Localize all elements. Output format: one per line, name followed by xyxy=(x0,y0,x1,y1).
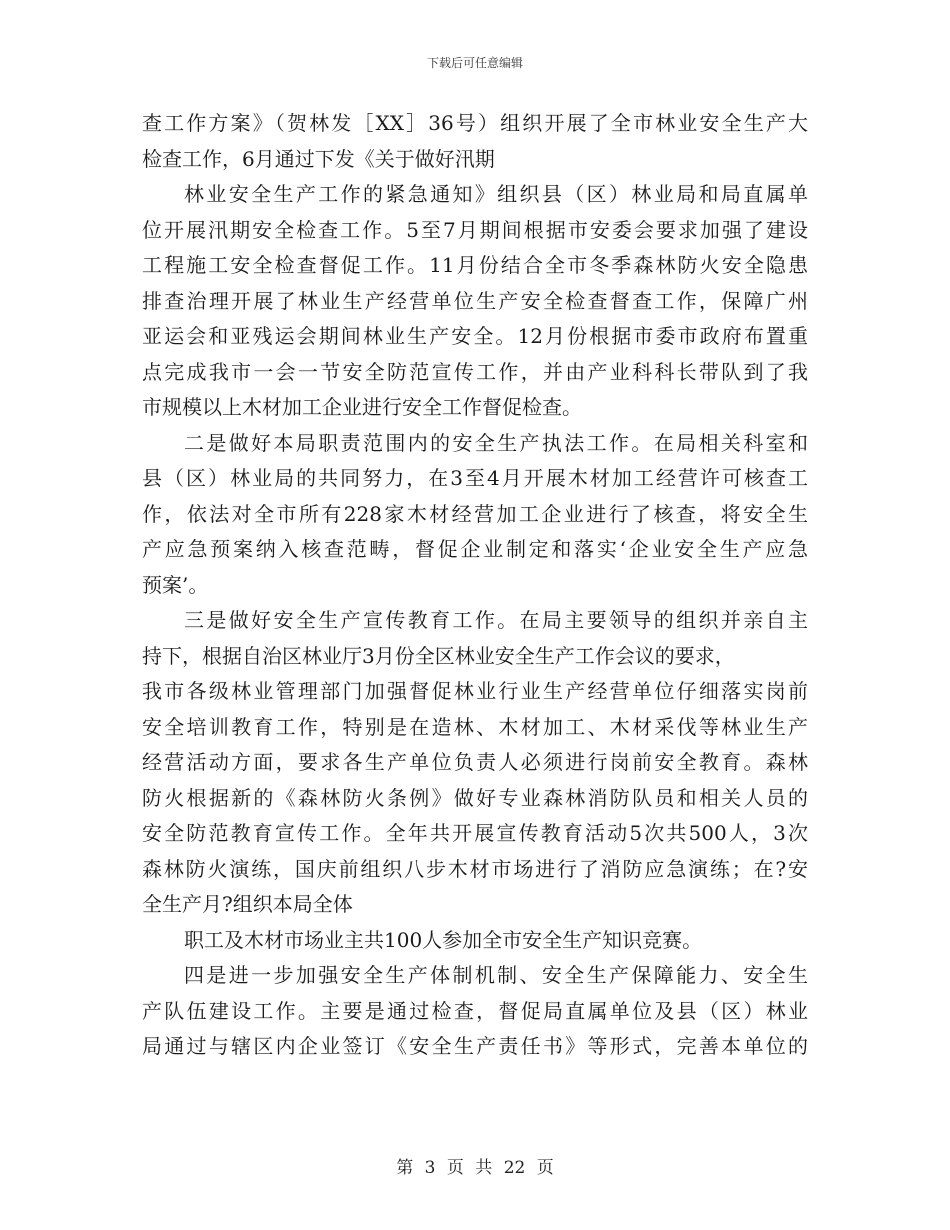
body-line: 经营活动方面，要求各生产单位负责人必须进行岗前安全教育。森林 xyxy=(142,750,808,774)
body-line: 产队伍建设工作。主要是通过检查，督促局直属单位及县（区）林业 xyxy=(142,998,808,1023)
body-line: 安全培训教育工作，特别是在造林、木材加工、木材采伐等林业生产 xyxy=(142,714,808,739)
document-body xyxy=(142,106,808,1065)
body-line: 检查工作，6月通过下发《关于做好汛期 xyxy=(142,146,495,171)
page-header: 下载后可任意编辑 xyxy=(426,56,523,70)
body-line: 四是进一步加强安全生产体制机制、安全生产保障能力、安全生 xyxy=(184,963,808,987)
body-line: 查工作方案》（贺林发［XX］36号）组织开展了全市林业安全生产大 xyxy=(142,111,808,135)
body-line: 防火根据新的《森林防火条例》做好专业森林消防队员和相关人员的 xyxy=(142,785,808,810)
body-line: 工程施工安全检查督促工作。11月份结合全市冬季森林防火安全隐患 xyxy=(142,253,808,277)
body-line: 全生产月?组织本局全体 xyxy=(142,892,353,916)
body-line: 二是做好本局职责范围内的安全生产执法工作。在局相关科室和 xyxy=(184,430,808,455)
body-line: 三是做好安全生产宣传教育工作。在局主要领导的组织并亲自主 xyxy=(184,608,808,632)
body-line: 持下，根据自治区林业厅3月份全区林业安全生产工作会议的要求， xyxy=(142,643,735,668)
body-line: 安全防范教育宣传工作。全年共开展宣传教育活动5次共500人，3次 xyxy=(142,821,808,845)
body-line: 局通过与辖区内企业签订《安全生产责任书》等形式，完善本单位的 xyxy=(142,1034,808,1058)
body-line: 林业安全生产工作的紧急通知》组织县（区）林业局和局直属单 xyxy=(184,182,808,206)
body-line: 亚运会和亚残运会期间林业生产安全。12月份根据市委市政府布置重 xyxy=(142,324,808,348)
body-line: 产应急预案纳入核查范畴，督促企业制定和落实‘企业安全生产应急 xyxy=(142,537,808,561)
body-line: 位开展汛期安全检查工作。5至7月期间根据市安委会要求加强了建设 xyxy=(142,217,808,242)
body-line: 我市各级林业管理部门加强督促林业行业生产经营单位仔细落实岗前 xyxy=(142,679,808,703)
body-line: 职工及木材市场业主共100人参加全市安全生产知识竞赛。 xyxy=(184,927,703,952)
body-line: 点完成我市一会一节安全防范宣传工作，并由产业科科长带队到了我 xyxy=(142,359,808,384)
body-line: 县（区）林业局的共同努力，在3至4月开展木材加工经营许可核查工 xyxy=(142,466,808,490)
body-line: 市规模以上木材加工企业进行安全工作督促检查。 xyxy=(142,395,582,419)
body-line: 预案’。 xyxy=(142,572,209,597)
body-line: 森林防火演练，国庆前组织八步木材市场进行了消防应急演练；在?安 xyxy=(142,856,808,881)
page-number-footer: 第 3 页 共 22 页 xyxy=(396,1158,554,1178)
body-line: 排查治理开展了林业生产经营单位生产安全检查督查工作，保障广州 xyxy=(142,288,808,313)
body-line: 作，依法对全市所有228家木材经营加工企业进行了核查，将安全生 xyxy=(142,501,808,526)
